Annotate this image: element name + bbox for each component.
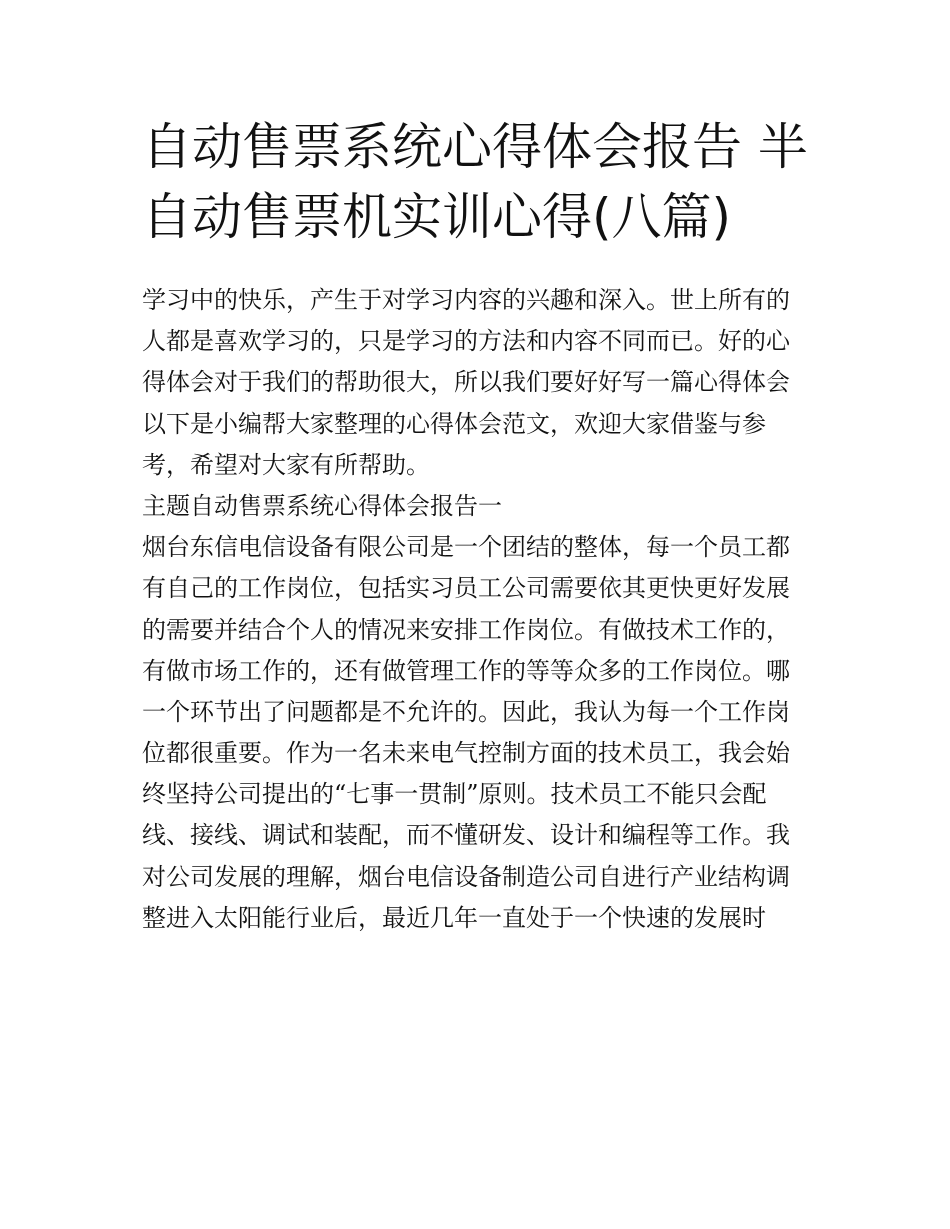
intro-line: 学习中的快乐，产生于对学习内容的兴趣和深入。世上所有的 xyxy=(142,286,790,314)
section-line: 烟台东信电信设备有限公司是一个团结的整体，每一个员工都 xyxy=(142,533,790,562)
intro-line: 人都是喜欢学习的，只是学习的方法和内容不同而已。好的心 xyxy=(142,327,790,356)
intro-line: 考，希望对大家有所帮助。 xyxy=(142,450,430,479)
section-line: 有做市场工作的，还有做管理工作的等等众多的工作岗位。哪 xyxy=(142,656,790,685)
document-body xyxy=(142,280,822,939)
section-line: 有自己的工作岗位，包括实习员工公司需要依其更快更好发展 xyxy=(142,574,790,603)
section-line: 整进入太阳能行业后，最近几年一直处于一个快速的发展时 xyxy=(142,903,766,932)
document-title xyxy=(142,112,822,252)
title-line-1: 自动售票系统心得体会报告 半 xyxy=(142,118,808,176)
section-heading: 主题自动售票系统心得体会报告一 xyxy=(142,491,502,520)
section-line: 的需要并结合个人的情况来安排工作岗位。有做技术工作的， xyxy=(142,615,790,644)
section-line: 位都很重要。作为一名未来电气控制方面的技术员工，我会始 xyxy=(142,739,790,768)
section-line: 终坚持公司提出的“七事一贯制”原则。技术员工不能只会配 xyxy=(142,780,767,809)
intro-line: 得体会对于我们的帮助很大，所以我们要好好写一篇心得体会 xyxy=(142,368,790,397)
title-line-2: 自动售票机实训心得(八篇) xyxy=(142,188,732,246)
section-line: 线、接线、调试和装配，而不懂研发、设计和编程等工作。我 xyxy=(142,821,790,850)
section-line: 对公司发展的理解，烟台电信设备制造公司自进行产业结构调 xyxy=(142,862,790,891)
intro-line: 以下是小编帮大家整理的心得体会范文，欢迎大家借鉴与参 xyxy=(142,409,766,438)
section-line: 一个环节出了问题都是不允许的。因此，我认为每一个工作岗 xyxy=(142,697,790,726)
